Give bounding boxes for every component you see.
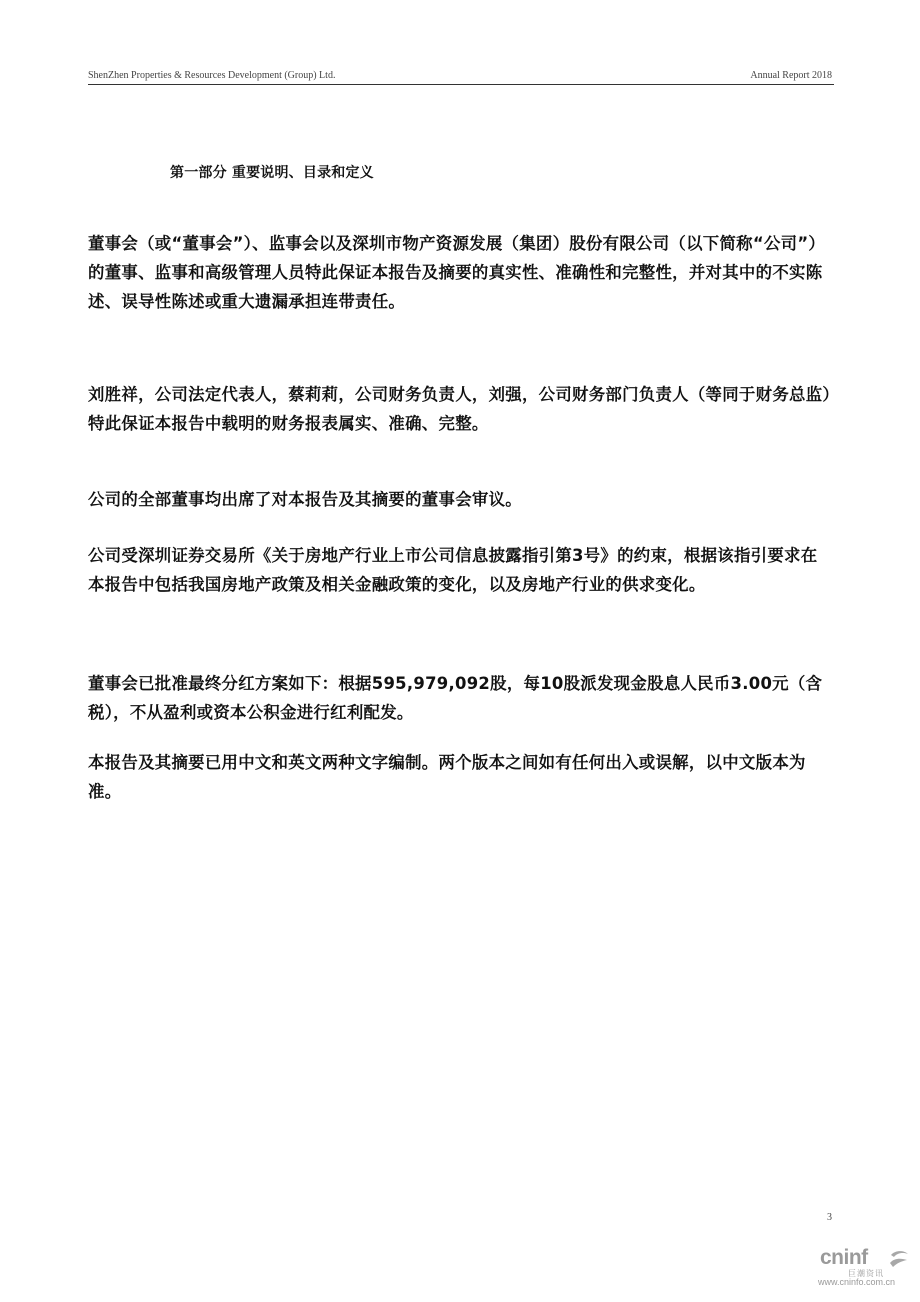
paragraph-disclosure-guideline: 公司受深圳证券交易所《关于房地产行业上市公司信息披露指引第3号》的约束，根据该指引要求在本报告中包括我国房地产政策及相关金融政策的变化，以及房地产行业的供求变化。: [88, 546, 818, 594]
watermark-url: www.cninfo.com.cn: [818, 1277, 896, 1287]
paragraph-board-responsibility: 董事会（或“董事会”）、监事会以及深圳市物产资源发展（集团）股份有限公司（以下简称“公司”）的董事、监事和高级管理人员特此保证本报告及摘要的真实性、准确性和完整性，并对其中的不实陈述、误导性陈述或重大遗漏承担连带责任。: [88, 234, 826, 311]
header-company-name: ShenZhen Properties & Resources Development (Group) Ltd.: [88, 70, 336, 81]
section-title: 第一部分 重要说明、目录和定义: [170, 165, 374, 181]
paragraph-dividend-plan: 董事会已批准最终分红方案如下：根据595,979,092股，每10股派发现金股息人民币3.00元（含税），不从盈利或资本公积金进行红利配发。: [88, 674, 823, 722]
header-report-title: Annual Report 2018: [750, 70, 832, 81]
watermark-cn-name: 巨潮资讯: [848, 1269, 884, 1278]
watermark-brand: cninf: [820, 1246, 868, 1269]
paragraph-financial-guarantee: 刘胜祥，公司法定代表人，蔡莉莉，公司财务负责人，刘强，公司财务部门负责人（等同于财务总监）特此保证本报告中载明的财务报表属实、准确、完整。: [88, 385, 831, 433]
paragraph-board-attendance: 公司的全部董事均出席了对本报告及其摘要的董事会审议。: [88, 490, 522, 509]
cninfo-watermark: [820, 1246, 914, 1290]
paragraph-language-versions: 本报告及其摘要已用中文和英文两种文字编制。两个版本之间如有任何出入或误解，以中文版本为准。: [88, 753, 806, 801]
cninfo-logo-icon: [888, 1249, 910, 1269]
page-header: [88, 70, 834, 85]
page-number: 3: [827, 1212, 832, 1223]
